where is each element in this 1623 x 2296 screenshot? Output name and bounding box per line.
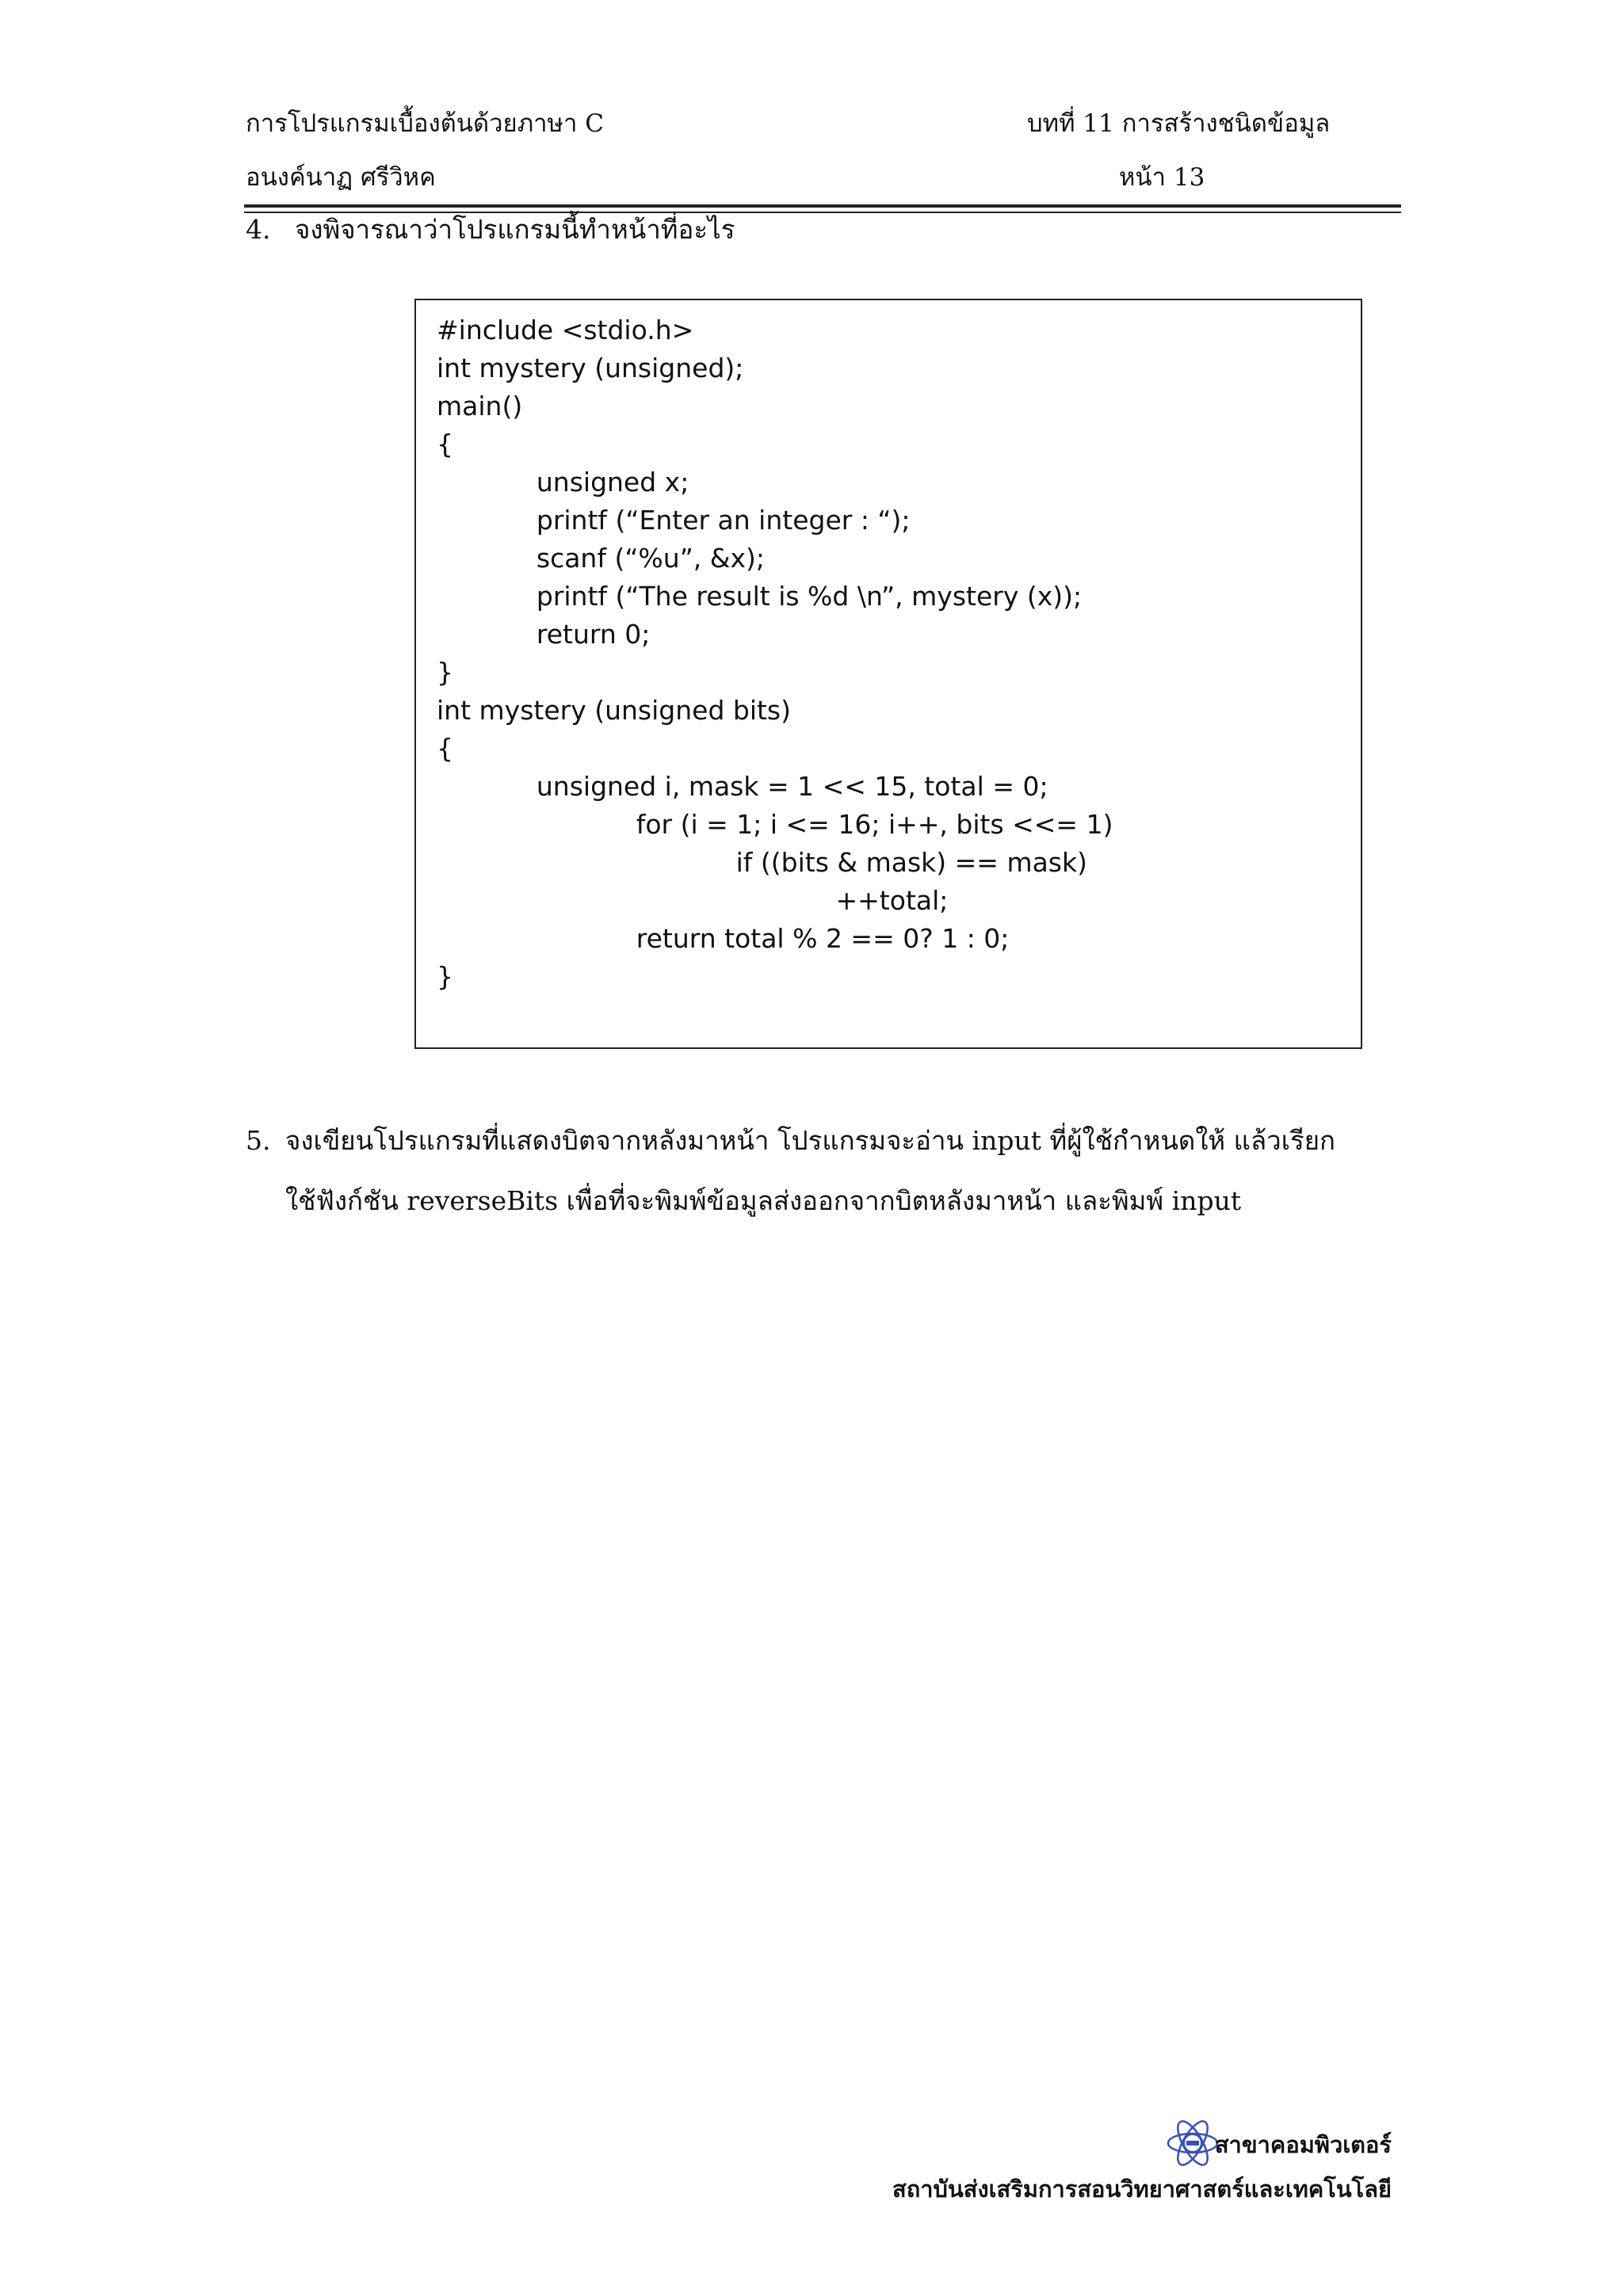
page-number: หน้า 13: [1119, 163, 1205, 192]
question-4-number: 4.: [246, 214, 271, 245]
code-line: {: [437, 429, 453, 460]
header-rule-thick: [244, 204, 1401, 208]
question-5-line-2: ใช้ฟังก์ชัน reverseBits เพื่อที่จะพิมพ์ข้อมูลส่งออกจากบิตหลังมาหน้า และพิมพ์ input: [285, 1185, 1242, 1216]
question-4-text: จงพิจารณาว่าโปรแกรมนี้ทำหน้าที่อะไร: [295, 214, 735, 245]
footer-institute: สถาบันส่งเสริมการสอนวิทยาศาสตร์และเทคโนโลยี: [892, 2176, 1392, 2203]
code-line: }: [437, 961, 453, 992]
code-line: return total % 2 == 0? 1 : 0;: [437, 923, 1010, 954]
code-line: int mystery (unsigned bits): [437, 695, 791, 726]
question-5-line-1: จงเขียนโปรแกรมที่แสดงบิตจากหลังมาหน้า โปรแกรมจะอ่าน input ที่ผู้ใช้กำหนดให้ แล้วเรียก: [285, 1125, 1336, 1156]
code-line: for (i = 1; i <= 16; i++, bits <<= 1): [437, 809, 1113, 840]
code-line: ++total;: [437, 885, 949, 916]
chapter-title: บทที่ 11 การสร้างชนิดข้อมูล: [1027, 109, 1331, 138]
code-line: unsigned x;: [437, 467, 689, 498]
code-line: printf (“The result is %d \n”, mystery (x));: [437, 581, 1083, 612]
code-line: if ((bits & mask) == mask): [437, 847, 1087, 878]
code-line: {: [437, 733, 453, 764]
code-line: #include <stdio.h>: [437, 315, 694, 345]
institute-logo-icon: [1165, 2115, 1220, 2171]
code-line: printf (“Enter an integer : “);: [437, 505, 911, 536]
code-line: return 0;: [437, 619, 651, 650]
course-title: การโปรแกรมเบื้องต้นด้วยภาษา C: [246, 109, 604, 138]
code-line: scanf (“%u”, &x);: [437, 543, 766, 574]
footer-department: สาขาคอมพิวเตอร์: [1214, 2131, 1392, 2158]
code-line: }: [437, 657, 453, 688]
code-line: unsigned i, mask = 1 << 15, total = 0;: [437, 771, 1048, 802]
author-name: อนงค์นาฏ ศรีวิหค: [246, 163, 436, 192]
code-line: int mystery (unsigned);: [437, 353, 744, 383]
code-line: main(): [437, 391, 523, 421]
code-listing: [414, 299, 1362, 1049]
question-5-number: 5.: [246, 1125, 271, 1156]
